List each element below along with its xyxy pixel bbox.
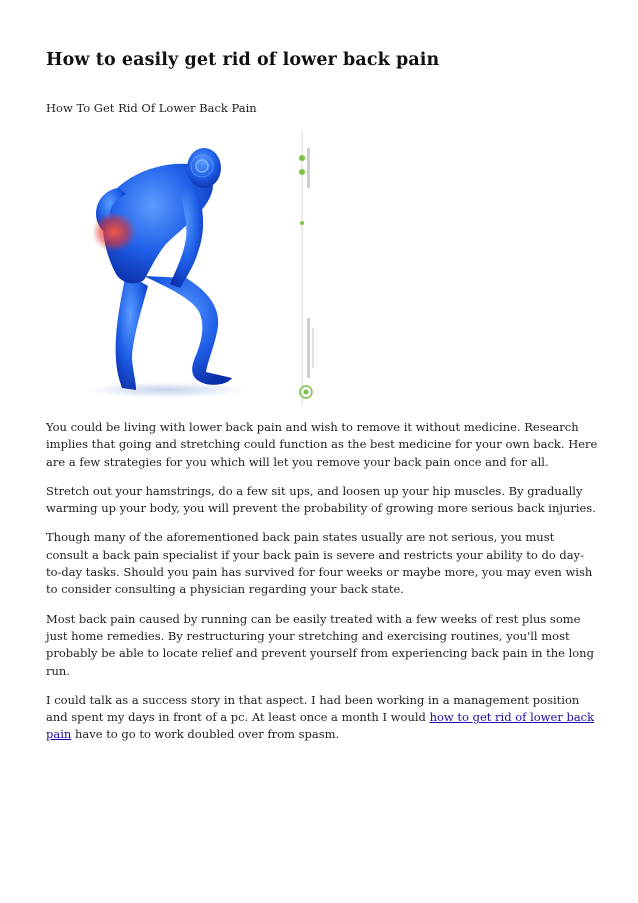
page-subtitle: How To Get Rid Of Lower Back Pain	[46, 101, 257, 115]
paragraph: Stretch out your hamstrings, do a few sit ups, and loosen up your hip muscles. By gradually warming up your body, you will prevent the probability of growing more serious back injuries.	[46, 483, 596, 516]
stock-watermark-strip	[294, 128, 324, 408]
paragraph-text: have to go to work doubled over from spasm.	[71, 727, 340, 742]
paragraph: Most back pain caused by running can be easily treated with a few weeks of rest plus some just home remedies. By restructuring your stretching and exercising routines, you'll most probably be able to locate relief and prevent yourself from experiencing back pain in the long run.	[46, 611, 594, 678]
paragraph-text: I could talk as a success story in that aspect. I had been working in a management position and spent my days in front of a pc. At least once a month I would	[46, 692, 580, 725]
paragraph: You could be living with lower back pain and wish to remove it without medicine. Research implies that going and stretching could function as the best medicine for your own back. Here are a few strategies for you which will let you remove your back pain once and for all.	[46, 420, 598, 469]
paragraph-with-link	[46, 692, 598, 744]
paragraph: Though many of the aforementioned back pain states usually are not serious, you must consult a back pain specialist if your back pain is severe and restricts your ability to do day-to-day tasks. Should you pain has survived for four weeks or maybe more, you may even wish to consider consulting a physician regarding your back state.	[46, 530, 593, 597]
page-title: How to easily get rid of lower back pain	[46, 50, 440, 70]
back-pain-illustration	[56, 128, 296, 408]
back-pain-link[interactable]: how to get rid of lower back pain	[46, 710, 595, 742]
article-body	[46, 419, 598, 756]
